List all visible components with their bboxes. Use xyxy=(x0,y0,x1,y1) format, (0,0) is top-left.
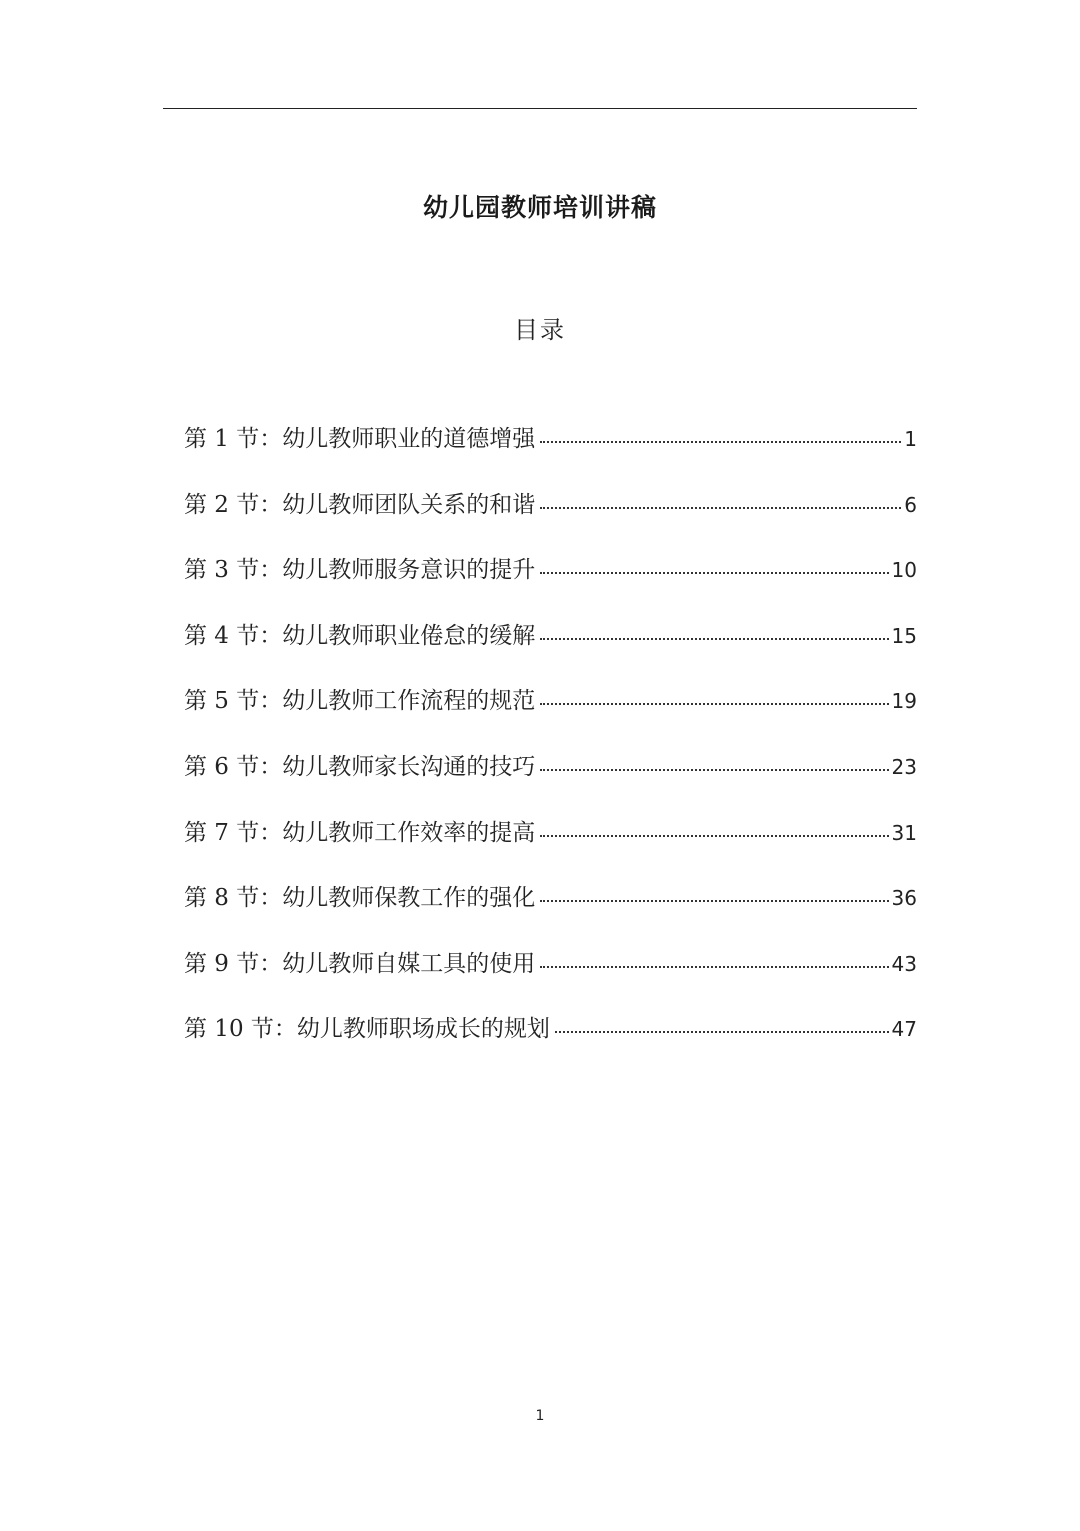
page-number: 1 xyxy=(535,1408,545,1424)
toc-entry-2[interactable] xyxy=(184,486,917,552)
toc-entry-label: 第 5 节：幼儿教师工作流程的规范 xyxy=(184,688,536,715)
toc-entry-5[interactable] xyxy=(184,682,917,748)
toc-entry-page: 36 xyxy=(891,886,917,911)
toc-entry-label: 第 2 节：幼儿教师团队关系的和谐 xyxy=(184,491,536,518)
toc-entry-10[interactable] xyxy=(184,1010,917,1076)
toc-leader-dots xyxy=(540,441,901,443)
toc-leader-dots xyxy=(540,507,901,509)
toc-leader-dots xyxy=(540,638,888,640)
toc-leader-dots xyxy=(540,703,888,705)
toc-entry-page: 10 xyxy=(891,558,917,583)
toc-entry-1[interactable] xyxy=(184,420,917,486)
toc-entry-page: 31 xyxy=(891,820,917,845)
toc-leader-dots xyxy=(555,1031,889,1033)
toc-entry-7[interactable] xyxy=(184,814,917,880)
toc-entry-label: 第 4 节：幼儿教师职业倦怠的缓解 xyxy=(184,622,536,649)
toc-entry-page: 23 xyxy=(891,754,917,779)
toc-entry-4[interactable] xyxy=(184,617,917,683)
toc-entry-9[interactable] xyxy=(184,945,917,1011)
toc-leader-dots xyxy=(540,572,888,574)
toc-entry-page: 6 xyxy=(904,492,917,517)
toc-leader-dots xyxy=(540,900,888,902)
toc-heading: 目录 xyxy=(514,316,566,344)
toc-entry-page: 15 xyxy=(891,623,917,648)
document-title: 幼儿园教师培训讲稿 xyxy=(422,193,657,222)
toc-entry-label: 第 7 节：幼儿教师工作效率的提高 xyxy=(184,819,536,846)
toc-entry-page: 43 xyxy=(891,951,917,976)
toc-entry-page: 1 xyxy=(904,427,917,451)
toc-entry-6[interactable] xyxy=(184,748,917,814)
toc-entry-label: 第 3 节：幼儿教师服务意识的提升 xyxy=(184,557,536,584)
toc-entry-label: 第 9 节：幼儿教师自媒工具的使用 xyxy=(184,950,536,977)
table-of-contents xyxy=(184,420,917,1076)
header-rule xyxy=(163,108,917,109)
toc-leader-dots xyxy=(540,835,888,837)
toc-entry-label: 第 1 节：幼儿教师职业的道德增强 xyxy=(184,426,536,452)
toc-entry-page: 19 xyxy=(891,689,917,714)
toc-entry-label: 第 10 节：幼儿教师职场成长的规划 xyxy=(184,1016,550,1043)
toc-entry-label: 第 8 节：幼儿教师保教工作的强化 xyxy=(184,885,536,912)
toc-leader-dots xyxy=(540,769,888,771)
toc-leader-dots xyxy=(540,966,888,968)
toc-entry-8[interactable] xyxy=(184,879,917,945)
toc-entry-page: 47 xyxy=(891,1017,917,1042)
toc-entry-label: 第 6 节：幼儿教师家长沟通的技巧 xyxy=(184,753,536,780)
toc-entry-3[interactable] xyxy=(184,551,917,617)
